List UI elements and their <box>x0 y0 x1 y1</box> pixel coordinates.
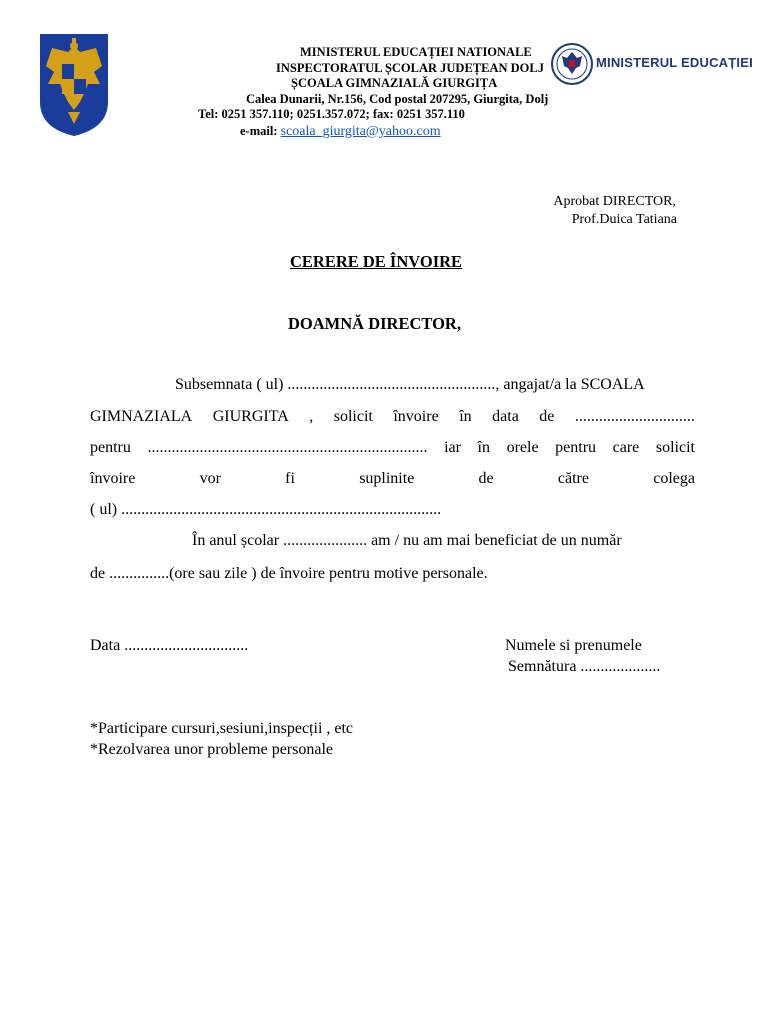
body-line-5: ( ul) ................................................................................ <box>90 501 442 518</box>
body-line-2: GIMNAZIALA GIURGITA , solicit învoire în data de .............................. <box>90 408 695 425</box>
body-line-3: pentru ...................................................................... iar în orele pentru care solicit <box>90 439 695 456</box>
approval-name: Prof.Duica Tatiana <box>571 212 677 227</box>
header-phone: Tel: 0251 357.110; 0251.357.072; fax: 0251 357.110 <box>198 107 465 121</box>
email-label: e-mail: <box>240 124 278 138</box>
body-line-6: În anul școlar ..................... am / nu am mai beneficiat de un număr <box>192 532 622 549</box>
email-link[interactable]: scoala_giurgita@yahoo.com <box>280 124 441 139</box>
ministry-logo-text: MINISTERUL EDUCAȚIEI <box>596 55 753 70</box>
body-line-4: învoire vor fi suplinite de către colega <box>90 470 695 487</box>
note-1: *Participare cursuri,sesiuni,inspecții , etc <box>90 720 354 737</box>
name-label: Numele si prenumele <box>505 637 642 654</box>
coat-of-arms-icon <box>38 32 110 138</box>
document-title: CERERE DE ÎNVOIRE <box>290 252 463 271</box>
ministry-logo <box>550 42 753 86</box>
signature-field: Semnătura .................... <box>508 658 661 675</box>
salutation: DOAMNĂ DIRECTOR, <box>288 314 461 333</box>
date-field: Data ............................... <box>90 637 249 654</box>
body-line-1: Subsemnata ( ul) ...................................................., angajat/a la SCOALA <box>175 376 645 393</box>
approval-title: Aprobat DIRECTOR, <box>553 194 676 209</box>
header-school: ȘCOALA GIMNAZIALĂ GIURGIȚA <box>291 76 498 90</box>
note-2: *Rezolvarea unor probleme personale <box>90 741 334 758</box>
body-line-7: de ...............(ore sau zile ) de învoire pentru motive personale. <box>90 565 488 582</box>
header-inspectorate: INSPECTORATUL ȘCOLAR JUDEȚEAN DOLJ <box>276 61 544 75</box>
header-email-row <box>240 124 441 140</box>
header-ministry: MINISTERUL EDUCAȚIEI NATIONALE <box>300 45 532 59</box>
ministry-emblem-icon <box>550 42 594 86</box>
header-address: Calea Dunarii, Nr.156, Cod postal 207295, Giurgita, Dolj <box>246 92 549 106</box>
